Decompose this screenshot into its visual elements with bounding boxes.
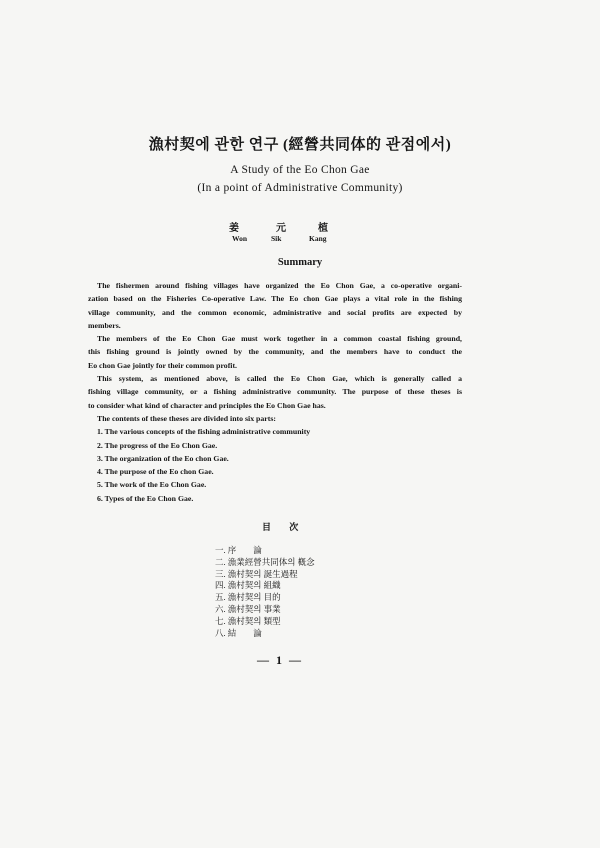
summary-line: The fishermen around fishing villages have organized the Eo Chon Gae, a co-operative organi- [97,281,462,290]
summary-line: fishing village community, or a fishing administrative community. The purpose of these theses is [88,387,462,397]
toc-heading: 目 次 [262,522,307,532]
summary-line: this fishing ground is jointly owned by the community, and the members have to conduct the [88,347,462,357]
summary-heading: Summary [277,257,323,268]
english-subtitle: (In a point of Administrative Community) [197,182,403,194]
author-name-en-3: Kang [309,234,327,243]
summary-line: This system, as mentioned above, is called the Eo Chon Gae, which is generally called a [97,374,462,384]
summary-line: members. [88,320,121,330]
toc-item: 六. 漁村契의 事業 [215,603,281,614]
toc-item: 四. 漁村契의 組織 [215,580,281,591]
summary-line: to consider what kind of character and principles the Eo Chon Gae has. [88,400,326,410]
summary-line: zation based on the Fisheries Co-operative Law. The Eo chon Gae plays a vital role in the fishing [88,294,462,304]
toc-item: 七. 漁村契의 類型 [215,615,281,626]
korean-title: 漁村契에 관한 연구 (經營共同体的 관점에서) [148,137,452,153]
toc-item: 五. 漁村契의 目的 [215,592,281,603]
summary-line: The members of the Eo Chon Gae must work together in a common coastal fishing ground, [97,334,462,344]
table-of-contents [215,545,315,639]
toc-item: 八. 結 論 [215,627,262,638]
contents-list-item: 5. The work of the Eo Chon Gae. [97,480,207,490]
author-name-ko-1: 姜 [229,223,239,234]
author-name-en-1: Won [232,234,248,243]
author-name-ko-3: 植 [318,223,328,234]
toc-item: 二. 漁業經營共同体의 槪念 [215,556,315,567]
contents-list-item: 2. The progress of the Eo Chon Gae. [97,440,218,450]
summary-line: Eo chon Gae jointly for their common profit. [88,360,237,370]
summary-body [88,279,462,505]
contents-list-item: 3. The organization of the Eo chon Gae. [97,453,229,463]
contents-list-item: 4. The purpose of the Eo chon Gae. [97,467,214,477]
toc-item: 三. 漁村契의 誕生過程 [215,568,298,579]
english-title: A Study of the Eo Chon Gae [230,164,370,176]
summary-line: The contents of these theses are divided into six parts: [97,413,276,423]
summary-line: village community, and the common economic, administrative and social profits are expected by [88,307,462,317]
toc-item: 一. 序 論 [215,545,262,555]
contents-list-item: 6. Types of the Eo Chon Gae. [97,493,194,503]
author-name-en-2: Sik [271,234,282,243]
contents-list-item: 1. The various concepts of the fishing administrative community [97,427,311,437]
page-number: — 1 — [257,653,303,667]
author-name-ko-2: 元 [276,223,286,234]
